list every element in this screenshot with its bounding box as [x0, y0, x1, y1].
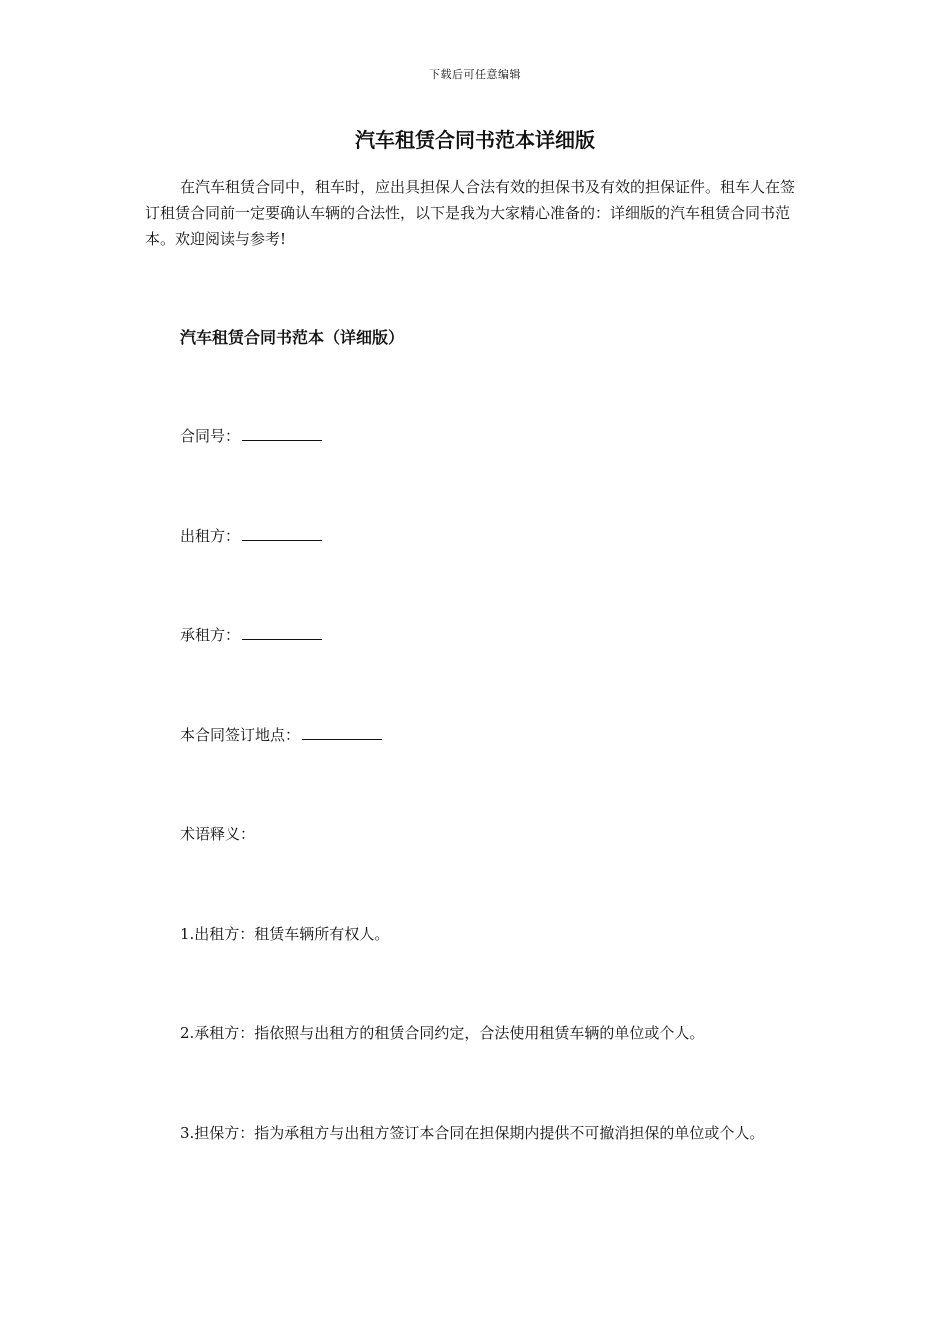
- signing-place-field: [180, 722, 382, 748]
- contract-number-label: 合同号：: [180, 427, 241, 445]
- lessee-blank: [242, 625, 322, 640]
- contract-number-field: [180, 423, 322, 449]
- terms-heading: 术语释义：: [180, 825, 256, 843]
- document-title: 汽车租赁合同书范本详细版: [355, 128, 595, 152]
- header-note: 下载后可任意编辑: [429, 68, 521, 81]
- signing-place-blank: [302, 725, 382, 740]
- section-heading: 汽车租赁合同书范本（详细版）: [180, 328, 405, 347]
- signing-place-label: 本合同签订地点：: [180, 726, 301, 744]
- term-item-lessor: 1.出租方：租赁车辆所有权人。: [180, 925, 390, 943]
- lessee-label: 承租方：: [180, 626, 241, 644]
- contract-number-blank: [242, 426, 322, 441]
- lessor-label: 出租方：: [180, 527, 241, 545]
- term-item-lessee: 2.承租方：指依照与出租方的租赁合同约定，合法使用租赁车辆的单位或个人。: [180, 1024, 705, 1042]
- term-item-guarantor: 3.担保方：指为承租方与出租方签订本合同在担保期内提供不可撤消担保的单位或个人。: [180, 1124, 765, 1142]
- lessor-blank: [242, 526, 322, 541]
- lessor-field: [180, 523, 322, 549]
- lessee-field: [180, 622, 322, 648]
- intro-paragraph: 在汽车租赁合同中，租车时，应出具担保人合法有效的担保书及有效的担保证件。租车人在签订租赁合同前一定要确认车辆的合法性，以下是我为大家精心准备的：详细版的汽车租赁合同书范本。欢迎阅读与参考!: [145, 178, 796, 248]
